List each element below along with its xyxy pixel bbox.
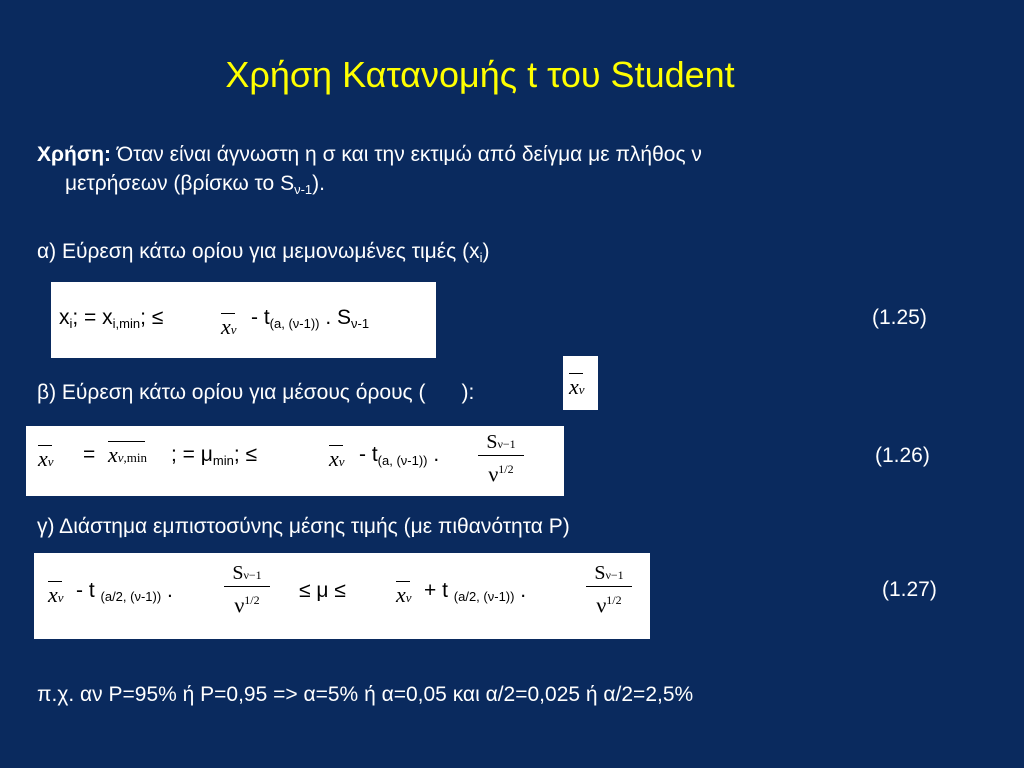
eq126-x1: x	[38, 446, 48, 471]
eq126-mu	[171, 443, 257, 468]
eq126-xbar-rhs	[329, 446, 345, 472]
eq127-num-s-left: S	[232, 562, 244, 584]
equation-number-1-26: (1.26)	[875, 444, 930, 467]
eq127-le-mu-le: ≤ μ ≤	[299, 579, 346, 602]
eq127-nu2: ν	[405, 590, 412, 605]
eq125-minus-t: - t	[251, 306, 270, 329]
eq126-xmin-sub: ,min	[123, 450, 148, 465]
eq126-nu3: ν	[338, 454, 345, 469]
eq126-x3: x	[329, 446, 339, 471]
eq125-t-sub: (a, (ν-1))	[269, 316, 320, 331]
eq125-dot-s: . S	[319, 306, 352, 329]
section-b-xbar-box	[563, 356, 598, 410]
eq127-den-sup-right: 1/2	[606, 593, 622, 607]
eq126-t-sub: (a, (ν-1))	[377, 453, 428, 468]
eq125-semi-eq: ; = x	[72, 306, 113, 329]
eq127-t-sub-right: (a/2, (ν-1))	[453, 589, 515, 604]
eq127-den-left: ν	[234, 592, 245, 618]
eq126-den-sup: 1/2	[498, 462, 514, 476]
usage-text2: μετρήσεων (βρίσκω το S	[65, 172, 295, 195]
section-c-heading: γ) Διάστημα εμπιστοσύνης μέσης τιμής (με πιθανότητα P)	[37, 515, 570, 538]
section-b-text: β) Εύρεση κάτω ορίου για μέσους όρους (	[37, 381, 426, 404]
section-a-end: )	[482, 240, 490, 263]
usage-text2-sub: ν-1	[294, 182, 313, 197]
eq125-imin: i,min	[112, 316, 141, 331]
eq127-right-t	[424, 579, 526, 604]
eq127-left-t	[76, 579, 173, 604]
eq126-t-term	[359, 443, 439, 468]
eq127-fraction-right	[586, 562, 632, 618]
equation-1-25-box	[51, 282, 436, 358]
eq126-nu2: ν	[117, 450, 124, 465]
section-a-sub: i	[479, 250, 483, 265]
eq126-frac-num	[478, 431, 524, 454]
eq126-minus-t: - t	[359, 443, 378, 466]
eq127-frac-right-den	[586, 588, 632, 618]
equation-number-1-25: (1.25)	[872, 306, 927, 329]
eq126-num-sub: ν−1	[497, 437, 516, 451]
eq125-i: i	[69, 316, 73, 331]
eq125-le: ; ≤	[140, 306, 164, 329]
eq127-frac-left-den	[224, 588, 270, 618]
section-b-end: ):	[461, 381, 475, 404]
usage-text: Όταν είναι άγνωστη η σ και την εκτιμώ από δείγμα με πλήθος ν	[111, 143, 702, 166]
eq126-xbar-min	[108, 442, 147, 468]
eq127-minus-t: - t	[76, 579, 95, 602]
eq127-xbar-left	[48, 582, 64, 608]
eq127-x1: x	[48, 582, 58, 607]
eq127-dot-left: .	[167, 579, 173, 602]
eq125-lhs	[59, 306, 163, 331]
eq126-nu1: ν	[47, 454, 54, 469]
eq125-xbar	[221, 314, 237, 340]
eq127-frac-right-line	[586, 586, 632, 587]
eq127-plus-t: + t	[424, 579, 448, 602]
eq126-x2: x	[108, 442, 118, 467]
eq126-le: ; ≤	[233, 443, 258, 466]
equation-1-26-box	[26, 426, 564, 496]
eq127-num-s-right: S	[594, 562, 606, 584]
eq125-x: x	[59, 306, 70, 329]
eq127-frac-left-line	[224, 586, 270, 587]
eq126-den-nu: ν	[488, 461, 499, 487]
eq126-frac-den	[478, 457, 524, 487]
usage-paragraph	[37, 140, 702, 204]
eq126-xbar-lhs	[38, 446, 54, 472]
eq126-mu-sub: min	[212, 453, 234, 468]
eq127-fraction-left	[224, 562, 270, 618]
eq127-dot-right: .	[520, 579, 527, 602]
eq126-frac-line	[478, 455, 524, 456]
eq126-dot: .	[433, 443, 440, 466]
eq127-nu1: ν	[57, 590, 64, 605]
eq127-xbar-right	[396, 582, 412, 608]
eq127-frac-left-num	[224, 562, 270, 585]
eq125-xbar-x: x	[221, 314, 231, 339]
eq127-num-sub-right: ν−1	[605, 568, 624, 582]
section-b-xbar-x: x	[569, 374, 579, 399]
eq126-semi-mu: ; = μ	[171, 443, 213, 466]
usage-text2-end: ).	[312, 172, 325, 195]
section-b-xbar-nu: ν	[578, 382, 585, 397]
eq127-num-sub-left: ν−1	[243, 568, 262, 582]
eq127-den-sup-left: 1/2	[244, 593, 260, 607]
section-b-xbar	[569, 374, 585, 400]
equation-number-1-27: (1.27)	[882, 578, 937, 601]
eq127-den-right: ν	[596, 592, 607, 618]
usage-label: Χρήση:	[37, 143, 112, 166]
section-b-heading	[37, 378, 474, 407]
eq125-xbar-nu: ν	[230, 322, 237, 337]
eq126-fraction	[478, 431, 524, 487]
eq127-t-sub-left: (a/2, (ν-1))	[100, 589, 162, 604]
equation-1-27-box	[34, 553, 650, 639]
section-a-heading	[37, 237, 489, 272]
example-line: π.χ. αν P=95% ή P=0,95 => α=5% ή α=0,05 και α/2=0,025 ή α/2=2,5%	[37, 683, 694, 706]
section-a-text: α) Εύρεση κάτω ορίου για μεμονωμένες τιμές (x	[37, 240, 480, 263]
page-title: Χρήση Κατανομής t του Student	[225, 54, 735, 95]
eq126-equals: =	[83, 443, 96, 466]
eq125-rhs	[251, 306, 369, 331]
eq127-frac-right-num	[586, 562, 632, 585]
eq125-s-sub: ν-1	[351, 316, 370, 331]
eq126-num-s: S	[486, 431, 498, 453]
usage-text-line2	[37, 169, 702, 204]
eq127-x2: x	[396, 582, 406, 607]
